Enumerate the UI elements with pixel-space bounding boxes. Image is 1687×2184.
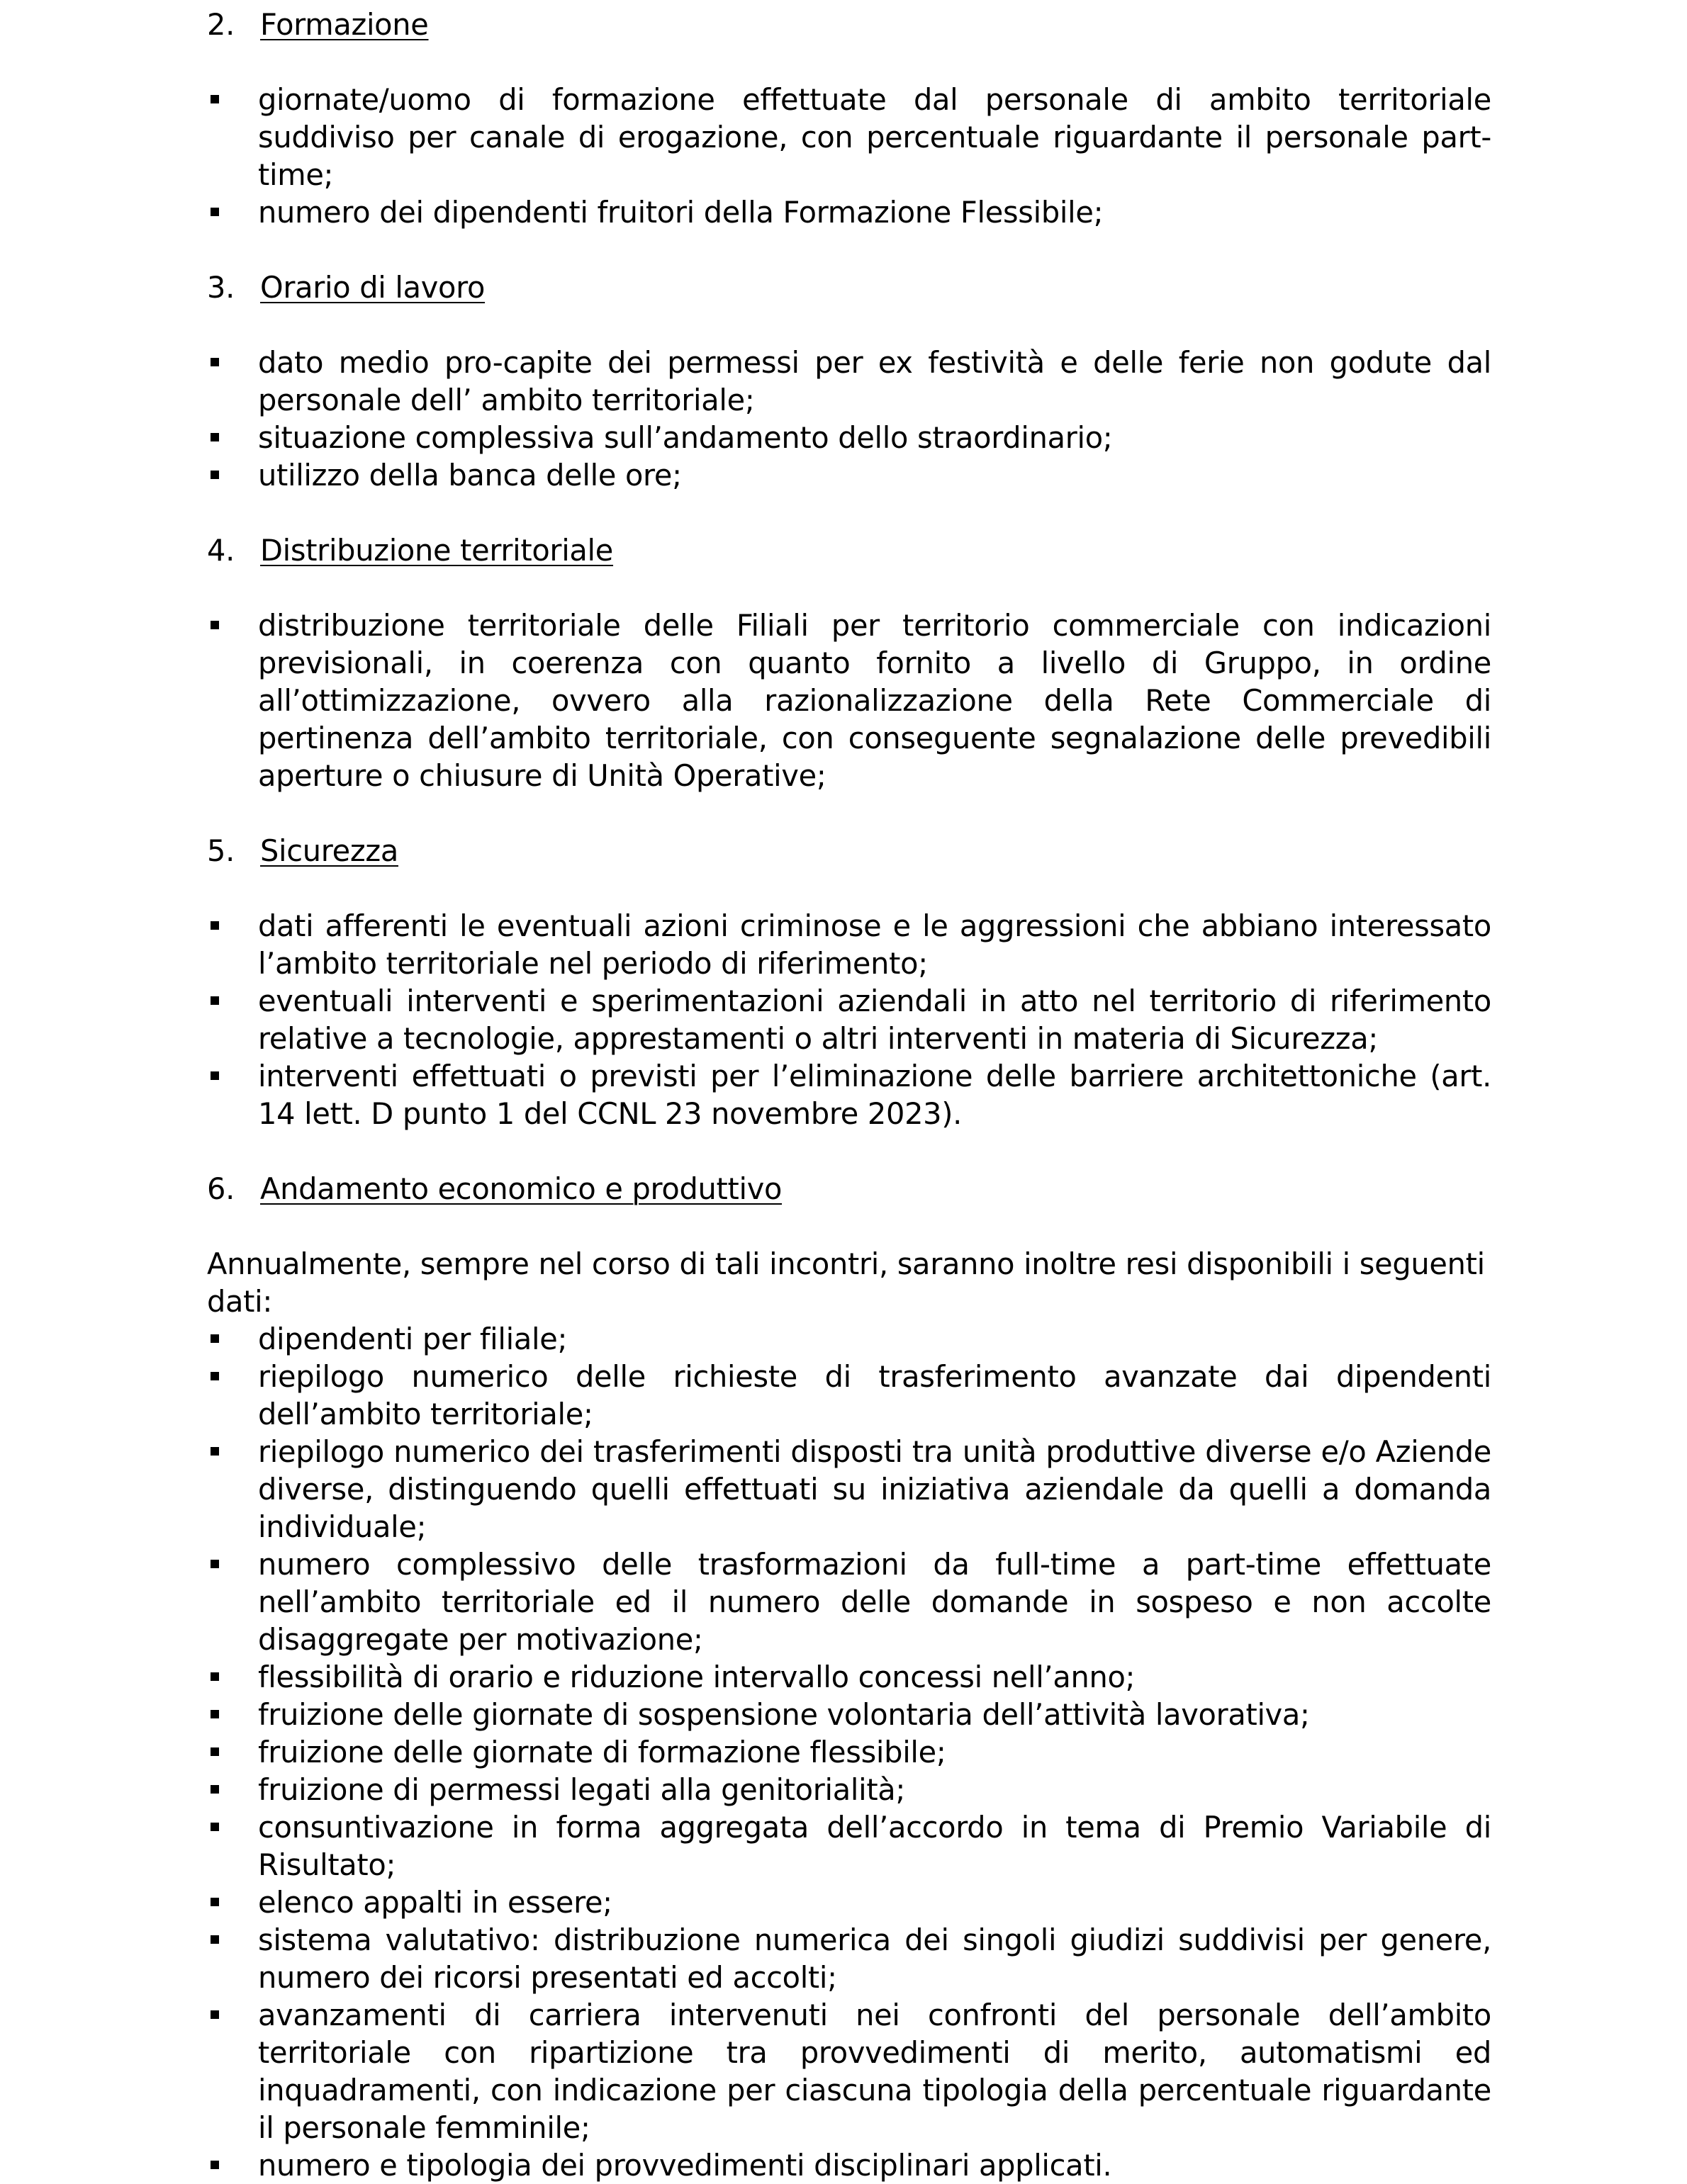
document-page xyxy=(207,0,1491,2184)
section-heading xyxy=(207,832,1491,869)
list-item xyxy=(207,193,1491,231)
list-item xyxy=(207,456,1491,494)
section-title: Distribuzione territoriale xyxy=(260,533,614,568)
list-item-text: interventi effettuati o previsti per l’eliminazione delle barriere architettoniche (art. 14 lett. D punto 1 del CCNL 23 novembre 2023). xyxy=(258,1059,1491,1131)
list-item xyxy=(207,419,1491,456)
section-heading xyxy=(207,269,1491,306)
section-number: 4. xyxy=(207,533,235,568)
bullet-list xyxy=(207,607,1491,794)
list-item-text: distribuzione territoriale delle Filiali per territorio commerciale con indicazioni previsionali, in coerenza con quanto fornito a livello di Gruppo, in ordine all’ottimizzazione, ovvero alla razionalizzazione della Rete Commerciale di pertinenza dell’ambito territoriale, con conseguente segnalazione delle prevedibili aperture o chiusure di Unità Operative; xyxy=(258,608,1491,793)
list-item-text: sistema valutativo: distribuzione numerica dei singoli giudizi suddivisi per genere, numero dei ricorsi presentati ed accolti; xyxy=(258,1923,1491,1995)
intro-paragraph: Annualmente, sempre nel corso di tali incontri, saranno inoltre resi disponibili i seguenti dati: xyxy=(207,1246,1485,1319)
section-title: Orario di lavoro xyxy=(260,270,486,305)
section-orario-di-lavoro xyxy=(207,269,1491,494)
list-item xyxy=(207,1733,1491,1771)
square-bullet-icon xyxy=(211,95,219,103)
square-bullet-icon xyxy=(211,1785,219,1794)
list-item-text: numero e tipologia dei provvedimenti disciplinari applicati. xyxy=(258,2148,1112,2183)
list-item-text: situazione complessiva sull’andamento dello straordinario; xyxy=(258,420,1113,455)
square-bullet-icon xyxy=(211,433,219,441)
section-heading xyxy=(207,1170,1491,1208)
square-bullet-icon xyxy=(211,1447,219,1456)
list-item-text: dati afferenti le eventuali azioni criminose e le aggressioni che abbiano interessato l’ambito territoriale nel periodo di riferimento; xyxy=(258,908,1491,981)
bullet-list xyxy=(207,344,1491,494)
list-item-text: utilizzo della banca delle ore; xyxy=(258,458,682,492)
section-number: 2. xyxy=(207,7,235,42)
square-bullet-icon xyxy=(211,1935,219,1944)
section-heading xyxy=(207,6,1491,43)
list-item-text: numero complessivo delle trasformazioni da full-time a part-time effettuate nell’ambito territoriale ed il numero delle domande in sospeso e non accolte disaggregate per motivazione; xyxy=(258,1547,1491,1657)
list-item xyxy=(207,2146,1491,2184)
section-title: Formazione xyxy=(260,7,429,42)
section-formazione xyxy=(207,6,1491,231)
list-item xyxy=(207,344,1491,419)
section-sicurezza xyxy=(207,832,1491,1132)
section-number: 6. xyxy=(207,1171,235,1206)
list-item xyxy=(207,1433,1491,1546)
list-item-text: riepilogo numerico dei trasferimenti disposti tra unità produttive diverse e/o Aziende diverse, distinguendo quelli effettuati su iniziativa aziendale da quelli a domanda individuale; xyxy=(258,1434,1491,1544)
square-bullet-icon xyxy=(211,1710,219,1718)
list-item xyxy=(207,1996,1491,2146)
section-number: 5. xyxy=(207,833,235,868)
square-bullet-icon xyxy=(211,358,219,366)
square-bullet-icon xyxy=(211,621,219,629)
list-item-text: elenco appalti in essere; xyxy=(258,1885,612,1920)
square-bullet-icon xyxy=(211,996,219,1005)
list-item-text: fruizione delle giornate di formazione flessibile; xyxy=(258,1735,946,1769)
list-item xyxy=(207,1696,1491,1733)
list-item-text: eventuali interventi e sperimentazioni aziendali in atto nel territorio di riferimento relative a tecnologie, apprestamenti o altri interventi in materia di Sicurezza; xyxy=(258,984,1491,1056)
list-item-text: fruizione di permessi legati alla genitorialità; xyxy=(258,1772,906,1807)
list-item-text: fruizione delle giornate di sospensione volontaria dell’attività lavorativa; xyxy=(258,1697,1310,1732)
section-andamento-economico xyxy=(207,1170,1491,2184)
square-bullet-icon xyxy=(211,2010,219,2019)
list-item-text: avanzamenti di carriera intervenuti nei confronti del personale dell’ambito territoriale con ripartizione tra provvedimenti di merito, automatismi ed inquadramenti, con indicazione per ciascuna tipologia della percentuale riguardante il personale femminile; xyxy=(258,1998,1491,2145)
square-bullet-icon xyxy=(211,1747,219,1756)
list-item-text: dato medio pro-capite dei permessi per ex festività e delle ferie non godute dal personale dell’ ambito territoriale; xyxy=(258,345,1491,417)
list-item-text: numero dei dipendenti fruitori della Formazione Flessibile; xyxy=(258,195,1104,230)
square-bullet-icon xyxy=(211,2161,219,2169)
square-bullet-icon xyxy=(211,1372,219,1380)
list-item xyxy=(207,1658,1491,1696)
section-number: 3. xyxy=(207,270,235,305)
square-bullet-icon xyxy=(211,1071,219,1080)
list-item xyxy=(207,607,1491,794)
list-item-text: flessibilità di orario e riduzione intervallo concessi nell’anno; xyxy=(258,1660,1136,1694)
list-item xyxy=(207,81,1491,193)
list-item xyxy=(207,1921,1491,1996)
bullet-list xyxy=(207,81,1491,231)
square-bullet-icon xyxy=(211,1898,219,1906)
list-item xyxy=(207,907,1491,982)
list-item xyxy=(207,1771,1491,1808)
square-bullet-icon xyxy=(211,1560,219,1568)
square-bullet-icon xyxy=(211,208,219,216)
square-bullet-icon xyxy=(211,921,219,930)
list-item xyxy=(207,982,1491,1057)
square-bullet-icon xyxy=(211,1672,219,1681)
list-item-text: giornate/uomo di formazione effettuate dal personale di ambito territoriale suddiviso per canale di erogazione, con percentuale riguardante il personale part-time; xyxy=(258,82,1491,192)
list-item-text: dipendenti per filiale; xyxy=(258,1322,568,1356)
section-title: Andamento economico e produttivo xyxy=(260,1171,783,1206)
square-bullet-icon xyxy=(211,471,219,479)
square-bullet-icon xyxy=(211,1823,219,1831)
bullet-list xyxy=(207,907,1491,1132)
list-item xyxy=(207,1808,1491,1884)
section-heading xyxy=(207,531,1491,569)
list-item xyxy=(207,1546,1491,1658)
section-distribuzione-territoriale xyxy=(207,531,1491,794)
square-bullet-icon xyxy=(211,1334,219,1343)
list-item-text: riepilogo numerico delle richieste di trasferimento avanzate dai dipendenti dell’ambito territoriale; xyxy=(258,1359,1491,1431)
list-item xyxy=(207,1884,1491,1921)
list-item xyxy=(207,1057,1491,1132)
section-title: Sicurezza xyxy=(260,833,398,868)
list-item xyxy=(207,1320,1491,1358)
bullet-list xyxy=(207,1320,1491,2184)
list-item-text: consuntivazione in forma aggregata dell’accordo in tema di Premio Variabile di Risultato; xyxy=(258,1810,1491,1882)
list-item xyxy=(207,1358,1491,1433)
